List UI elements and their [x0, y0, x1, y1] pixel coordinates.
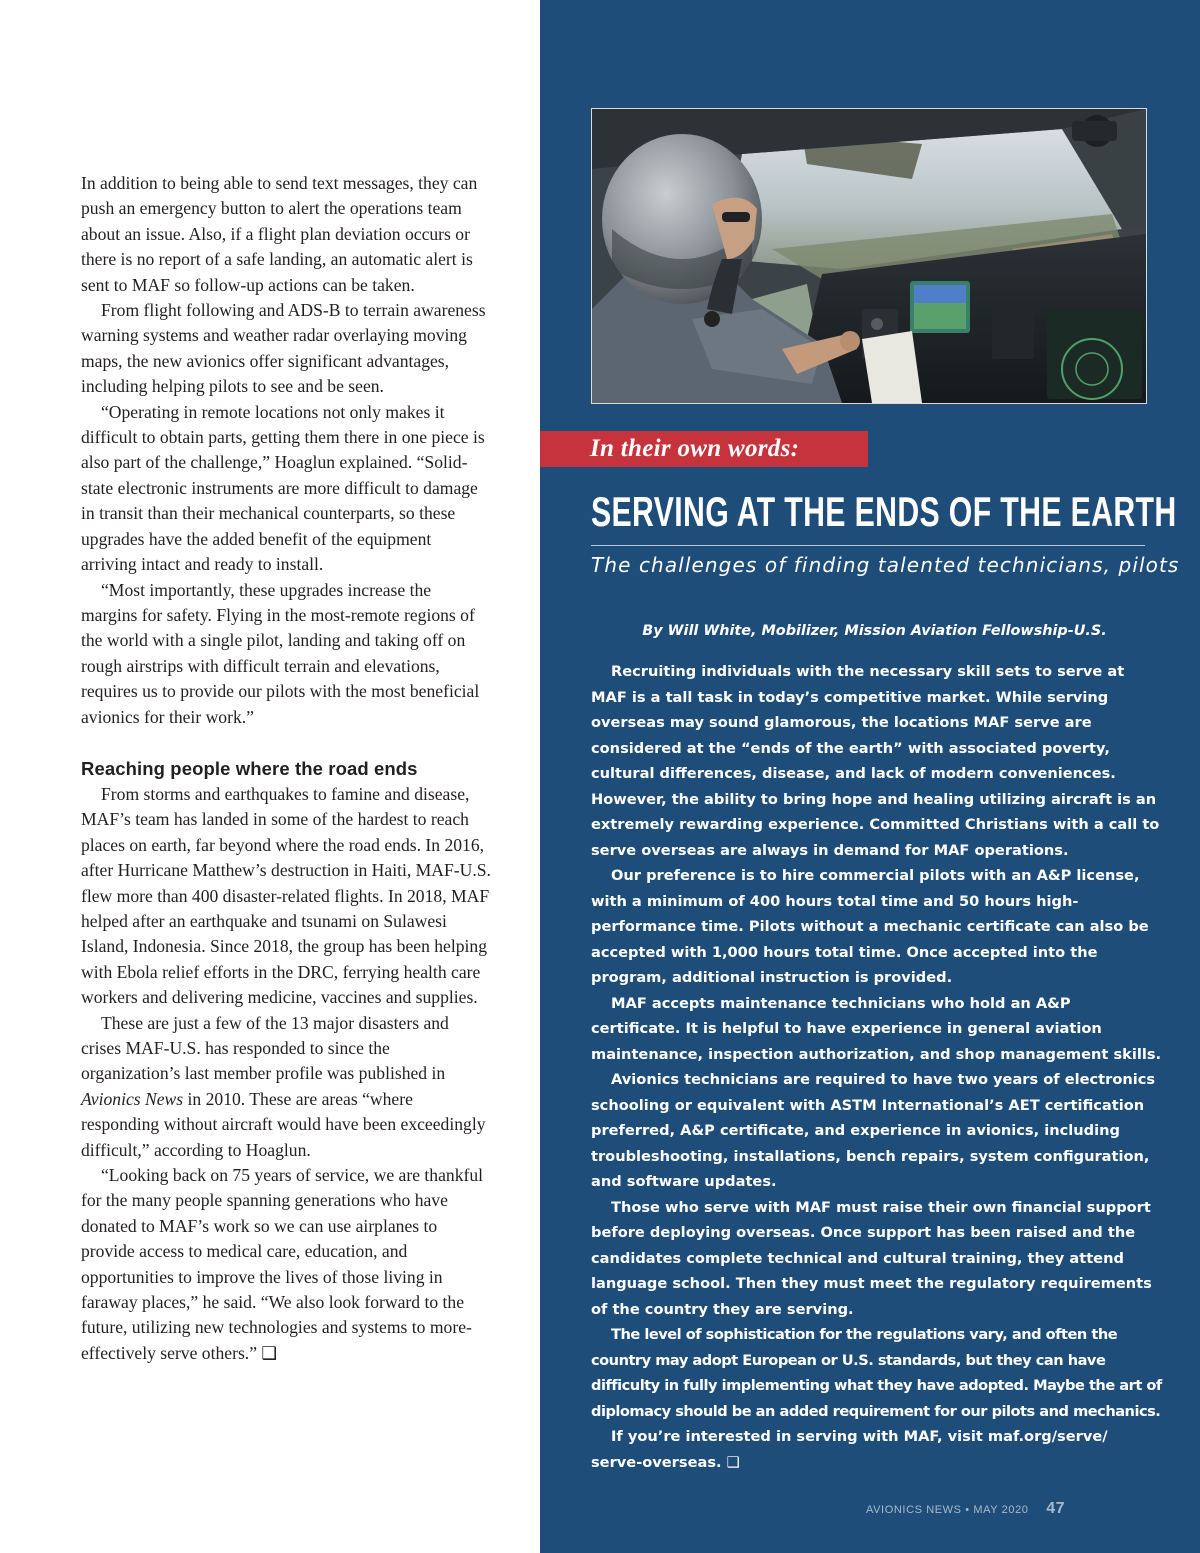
main-article-column [81, 171, 491, 1367]
body-text: These are just a few of the 13 major disasters and crises MAF-U.S. has responded to since the organization’s last member profile was published in [81, 1012, 449, 1084]
page-footer [866, 1499, 1106, 1520]
sidebar-paragraph: Our preference is to hire commercial pilots with an A&P license, with a minimum of 400 hours total time and 50 hours high-performance time. Pilots without a mechanic certificate can also be accepted with 1,000 hours total time. Once accepted into the program, additional instruction is provided. [591, 867, 1149, 986]
sidebar-text: If you’re interested in serving with MAF, visit maf.org/serve/ serve-overseas. [591, 1428, 1108, 1471]
kicker-banner [540, 431, 868, 467]
kicker-text: In their own words: [590, 435, 800, 462]
sidebar-paragraph: The level of sophistication for the regulations vary, and often the country may adopt European or U.S. standards, but they can have difficulty in fully implementing what they have adopted. Maybe the art of diplomacy should be an added requirement for our pilots and mechanics. [591, 1326, 1162, 1420]
page-number: 47 [1046, 1500, 1066, 1517]
cockpit-photo [591, 108, 1147, 404]
body-paragraph: In addition to being able to send text messages, they can push an emergency button to alert the operations team about an issue. Also, if a flight plan deviation occurs or there is no report of a safe landing, an automatic alert is sent to MAF so follow-up actions can be taken. [81, 173, 478, 295]
body-paragraph [81, 1011, 491, 1163]
footer-publication: AVIONICS NEWS [866, 1504, 962, 1516]
body-paragraph: “Most importantly, these upgrades increase the margins for safety. Flying in the most-remote regions of the world with a single pilot, landing and taking off on rough airstrips with difficult terrain and elevations, requires us to provide our pilots with the most beneficial avionics for their work.” [81, 579, 480, 727]
sidebar-paragraph: Those who serve with MAF must raise their own financial support before deploying overseas. Once support has been raised and the candidates complete technical and cultural training, they attend language school. Then they must meet the regulatory requirements of the country they are serving. [591, 1198, 1152, 1318]
publication-name: Avionics News [81, 1088, 184, 1109]
body-paragraph: From storms and earthquakes to famine and disease, MAF’s team has landed in some of the hardest to reach places on earth, far beyond where the road ends. In 2016, after Hurricane Matthew’s destruction in Haiti, MAF-U.S. flew more than 400 disaster-related flights. In 2018, MAF helped after an earthquake and tsunami on Sulawesi Island, Indonesia. Since 2018, the group has been helping with Ebola relief efforts in the DRC, ferrying health care workers and delivering medicine, vaccines and supplies. [81, 783, 491, 1008]
sidebar-paragraph [591, 1424, 1162, 1475]
section-subhead: Reaching people where the road ends [81, 757, 418, 779]
body-paragraph: “Operating in remote locations not only makes it difficult to obtain parts, getting them there in one piece is also part of the challenge,” Hoaglun explained. “Solid-state electronic instruments are more difficult to damage in transit than their mechanical counterparts, so these upgrades have the added benefit of the equipment arriving intact and ready to install. [81, 401, 485, 575]
body-text: in 2010. These are areas “where responding without aircraft would have been exceedingly difficult,” according to Hoaglun. [81, 1088, 486, 1160]
sidebar-deck: The challenges of finding talented technicians, pilots [591, 553, 1180, 577]
sidebar-headline: SERVING AT THE ENDS OF THE EARTH [591, 488, 1177, 535]
sidebar-body [591, 659, 1162, 1475]
footer-separator: • [965, 1504, 970, 1516]
sidebar-paragraph: MAF accepts maintenance technicians who hold an A&P certificate. It is helpful to have experience in general aviation maintenance, inspection authorization, and shop management skills. [591, 994, 1162, 1063]
headline-divider [591, 545, 1145, 546]
body-paragraph [81, 1163, 491, 1367]
end-mark-icon: ❑ [726, 1453, 740, 1471]
sidebar-paragraph: Recruiting individuals with the necessary skill sets to serve at MAF is a tall task in today’s competitive market. While serving overseas may sound glamorous, the locations MAF serve are considered at the “ends of the earth” with associated poverty, cultural differences, disease, and lack of modern conveniences. However, the ability to bring hope and healing utilizing aircraft is an extremely rewarding experience. Committed Christians with a call to serve overseas are always in demand for MAF operations. [591, 663, 1160, 859]
cockpit-photo-illustration [592, 109, 1146, 403]
footer-date: MAY 2020 [973, 1504, 1029, 1516]
body-paragraph: From flight following and ADS-B to terrain awareness warning systems and weather radar overlaying moving maps, the new avionics offer significant advantages, including helping pilots to see and be seen. [81, 300, 486, 397]
sidebar-paragraph: Avionics technicians are required to have two years of electronics schooling or equivalent with ASTM International’s AET certification preferred, A&P certificate, and experience in avionics, including troubleshooting, installations, bench repairs, system configuration, and software updates. [591, 1071, 1156, 1190]
body-text: “Looking back on 75 years of service, we are thankful for the many people spanning generations who have donated to MAF’s work so we can use airplanes to provide access to medical care, education, and opportunities to improve the lives of those living in faraway places,” he said. “We also look forward to the future, utilizing new technologies and systems to more-effectively serve others.” [81, 1165, 484, 1363]
end-mark-icon: ❑ [261, 1343, 278, 1364]
sidebar-byline: By Will White, Mobilizer, Mission Aviation Fellowship-U.S. [642, 623, 1107, 639]
